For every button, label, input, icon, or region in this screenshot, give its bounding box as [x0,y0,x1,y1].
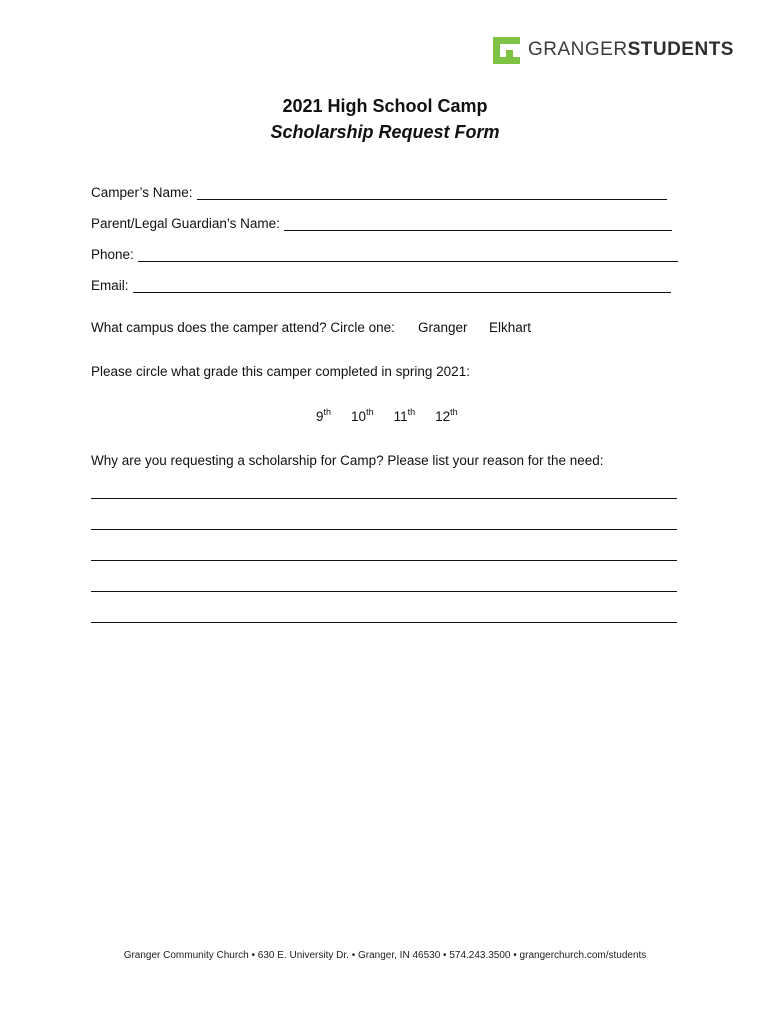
reason-answer-line[interactable] [91,591,677,592]
email-line[interactable] [133,276,671,293]
grade-question: Please circle what grade this camper completed in spring 2021: [91,364,470,379]
guardian-name-line[interactable] [284,214,672,231]
granger-logo-mark-icon [493,37,520,64]
grade-option-11[interactable] [394,407,416,424]
granger-students-logo [493,35,734,65]
phone-label: Phone: [91,247,134,262]
guardian-name-field[interactable] [91,214,672,231]
campus-option-elkhart[interactable]: Elkhart [489,320,532,335]
camper-name-line[interactable] [197,183,667,200]
phone-line[interactable] [138,245,678,262]
form-title: 2021 High School Camp [282,96,488,116]
grade-option-12[interactable] [435,407,458,424]
reason-answer-line[interactable] [91,560,677,561]
grade-number: 10 [351,409,367,424]
campus-question: What campus does the camper attend? Circle one: [91,320,395,335]
email-label: Email: [91,278,129,293]
grade-number: 9 [316,409,324,424]
phone-field[interactable] [91,245,678,262]
reason-answer-line[interactable] [91,498,677,499]
grade-suffix: th [323,407,332,417]
reason-answer-line[interactable] [91,529,677,530]
reason-answer-line[interactable] [91,622,677,623]
grade-suffix: th [407,407,416,417]
grade-suffix: th [450,407,458,417]
footer-contact: Granger Community Church • 630 E. University Dr. • Granger, IN 46530 • 574.243.3500 • grangerchurch.com/students [123,950,647,961]
grade-number: 11 [393,409,408,424]
camper-name-label: Camper’s Name: [91,185,193,200]
logo-word-students: STUDENTS [627,39,734,60]
logo-wordmark [528,39,734,61]
reason-question: Why are you requesting a scholarship for Camp? Please list your reason for the need: [91,453,604,468]
guardian-name-label: Parent/Legal Guardian’s Name: [91,216,280,231]
grade-option-10[interactable] [351,407,374,424]
campus-option-granger[interactable]: Granger [418,320,468,335]
grade-options [316,407,478,424]
grade-option-9[interactable] [316,407,331,424]
logo-word-granger: GRANGER [528,39,628,60]
form-subtitle: Scholarship Request Form [270,122,500,142]
grade-number: 12 [435,409,451,424]
grade-suffix: th [366,407,374,417]
camper-name-field[interactable] [91,183,667,200]
email-field[interactable] [91,276,671,293]
